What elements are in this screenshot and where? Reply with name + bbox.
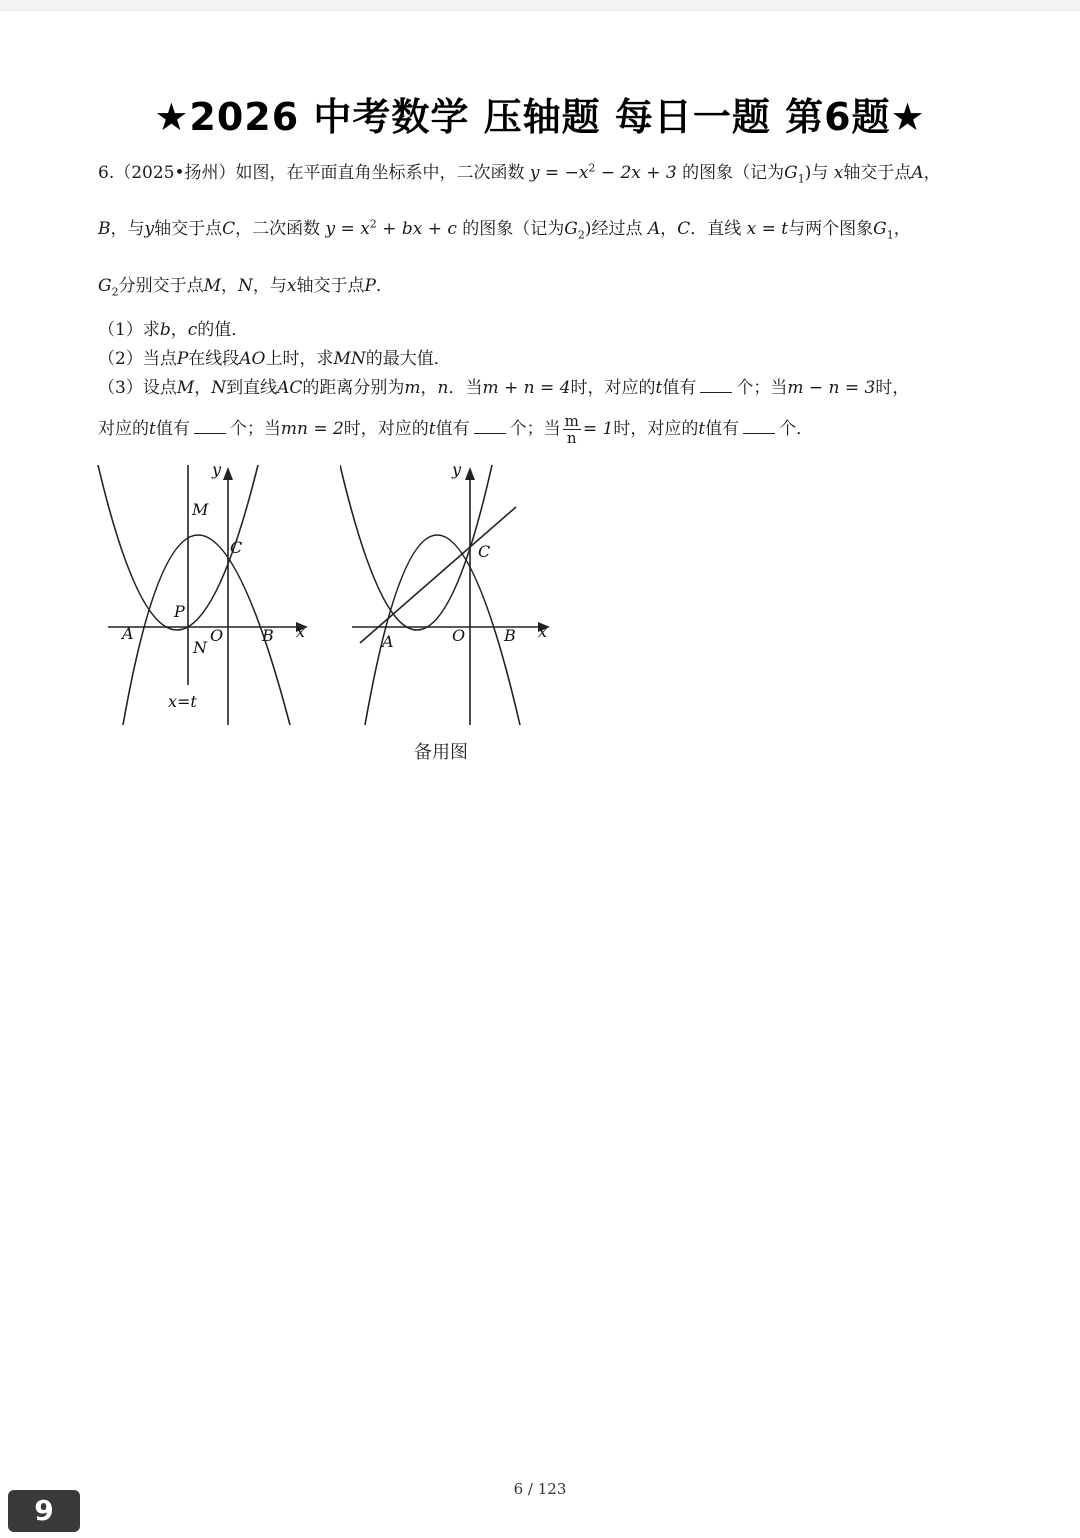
text: 值有: [705, 419, 740, 439]
var: C: [222, 219, 236, 239]
text: 时，对应的: [613, 419, 699, 439]
label-C: C: [478, 542, 491, 561]
text: 轴交于点: [296, 276, 365, 296]
label-N: N: [193, 638, 207, 657]
label-A: A: [122, 624, 134, 643]
formula: m − n = 3: [787, 378, 876, 398]
formula: x = t: [746, 219, 789, 239]
text: ，: [194, 378, 212, 398]
var: x: [286, 276, 297, 296]
text: 上时，求: [265, 349, 334, 369]
sub: 1: [886, 228, 894, 242]
text: 在线段: [188, 349, 240, 369]
text: ．: [375, 276, 393, 296]
text: ，与: [252, 276, 287, 296]
frac-denominator: n: [566, 429, 577, 447]
var: N: [238, 276, 253, 296]
text: 的值．: [197, 320, 249, 340]
var: M: [176, 378, 195, 398]
text: 的最大值．: [365, 349, 451, 369]
label-x: x: [538, 622, 548, 641]
text: 的图象（记为: [682, 163, 785, 183]
label-x: x: [296, 622, 306, 641]
var: t: [698, 419, 706, 439]
var: AC: [277, 378, 303, 398]
var: y: [325, 219, 336, 239]
figure-caption: 备用图: [414, 742, 468, 763]
y-axis-arrow: [223, 467, 233, 480]
var: x: [833, 163, 844, 183]
sub: 2: [577, 228, 585, 242]
var: B: [98, 219, 111, 239]
formula: = −x: [539, 163, 589, 183]
formula: = 1: [582, 419, 614, 439]
var: A: [647, 219, 661, 239]
formula: + bx + c: [376, 219, 457, 239]
var: AO: [239, 349, 266, 369]
var: C: [677, 219, 691, 239]
var: P: [364, 276, 376, 296]
figure-backup: [340, 455, 560, 730]
page-badge: 9: [8, 1490, 80, 1532]
text: 对应的: [98, 419, 149, 439]
sub: 2: [111, 285, 119, 299]
text: 轴交于点: [843, 163, 912, 183]
question-1: [98, 315, 248, 340]
text: ，: [170, 320, 188, 340]
formula: − 2x + 3: [595, 163, 677, 183]
var: m: [404, 378, 421, 398]
var: P: [176, 349, 189, 369]
text: ，: [221, 276, 239, 296]
text: 值有: [435, 419, 470, 439]
answer-blank: [743, 419, 775, 434]
text: （2）当点: [98, 349, 177, 369]
var: N: [211, 378, 227, 398]
problem-line-3: [98, 271, 393, 298]
text: 的图象（记为: [462, 219, 565, 239]
text: 6.（2025•扬州）如图，在平面直角坐标系中，二次函数: [98, 163, 525, 183]
text: 的距离分别为: [302, 378, 405, 398]
question-3-cont: [98, 413, 813, 446]
text: 个；当: [509, 419, 561, 439]
label-A: A: [382, 632, 394, 651]
text: 时，对应的: [343, 419, 429, 439]
text: 到直线: [226, 378, 278, 398]
frac-numerator: m: [564, 412, 579, 430]
text: )经过点: [584, 219, 643, 239]
var: b: [159, 320, 171, 340]
label-B: B: [504, 626, 516, 645]
text: ，: [660, 219, 678, 239]
label-x-eq-t: x=t: [168, 692, 197, 711]
text: 个；当: [736, 378, 788, 398]
problem-line-1: [98, 158, 941, 185]
label-B: B: [262, 626, 274, 645]
text: ，与: [110, 219, 145, 239]
var: t: [428, 419, 436, 439]
text: ．当: [448, 378, 483, 398]
text: ．直线: [690, 219, 742, 239]
var: t: [655, 378, 663, 398]
figure-main: [90, 455, 320, 730]
text: 值有: [155, 419, 190, 439]
y-axis-arrow: [465, 467, 475, 480]
page-number: 6 / 123: [513, 1480, 567, 1498]
answer-blank: [700, 378, 732, 393]
problem-line-2: [98, 214, 911, 241]
var: y: [529, 163, 540, 183]
var: c: [187, 320, 198, 340]
var: G: [784, 163, 798, 183]
text: 个．: [779, 419, 814, 439]
fraction: [563, 413, 581, 446]
formula: m + n = 4: [482, 378, 571, 398]
text: ，: [420, 378, 438, 398]
label-O: O: [452, 626, 466, 645]
parabola-g1: [365, 535, 520, 725]
label-O: O: [210, 626, 224, 645]
text: ，: [893, 219, 911, 239]
label-C: C: [230, 538, 243, 557]
var: G: [98, 276, 112, 296]
text: 时，对应的: [570, 378, 656, 398]
text: 值有: [662, 378, 697, 398]
formula: mn = 2: [280, 419, 344, 439]
var: G: [873, 219, 887, 239]
top-edge: [0, 0, 1080, 11]
text: 个；当: [229, 419, 281, 439]
var: A: [911, 163, 924, 183]
text: ，: [923, 163, 941, 183]
answer-blank: [194, 419, 226, 434]
text: 分别交于点: [118, 276, 204, 296]
text: （3）设点: [98, 378, 177, 398]
text: 时，: [875, 378, 910, 398]
var: G: [564, 219, 578, 239]
label-P: P: [174, 602, 185, 621]
sub: 1: [797, 172, 805, 186]
question-3: [98, 373, 909, 398]
label-y: y: [452, 460, 462, 479]
var: y: [144, 219, 155, 239]
text: ，二次函数: [235, 219, 321, 239]
text: （1）求: [98, 320, 160, 340]
label-M: M: [192, 500, 209, 519]
question-2: [98, 344, 451, 369]
var: M: [203, 276, 222, 296]
exp: 2: [588, 161, 596, 175]
var: n: [437, 378, 449, 398]
label-y: y: [212, 460, 222, 479]
var: t: [149, 419, 156, 439]
page-title: ★2026 中考数学 压轴题 每日一题 第6题★: [154, 95, 926, 139]
text: 轴交于点: [154, 219, 223, 239]
text: )与: [804, 163, 829, 183]
var: MN: [333, 349, 366, 369]
text: 与两个图象: [788, 219, 874, 239]
formula: = x: [335, 219, 370, 239]
answer-blank: [474, 419, 506, 434]
exp: 2: [369, 217, 377, 231]
